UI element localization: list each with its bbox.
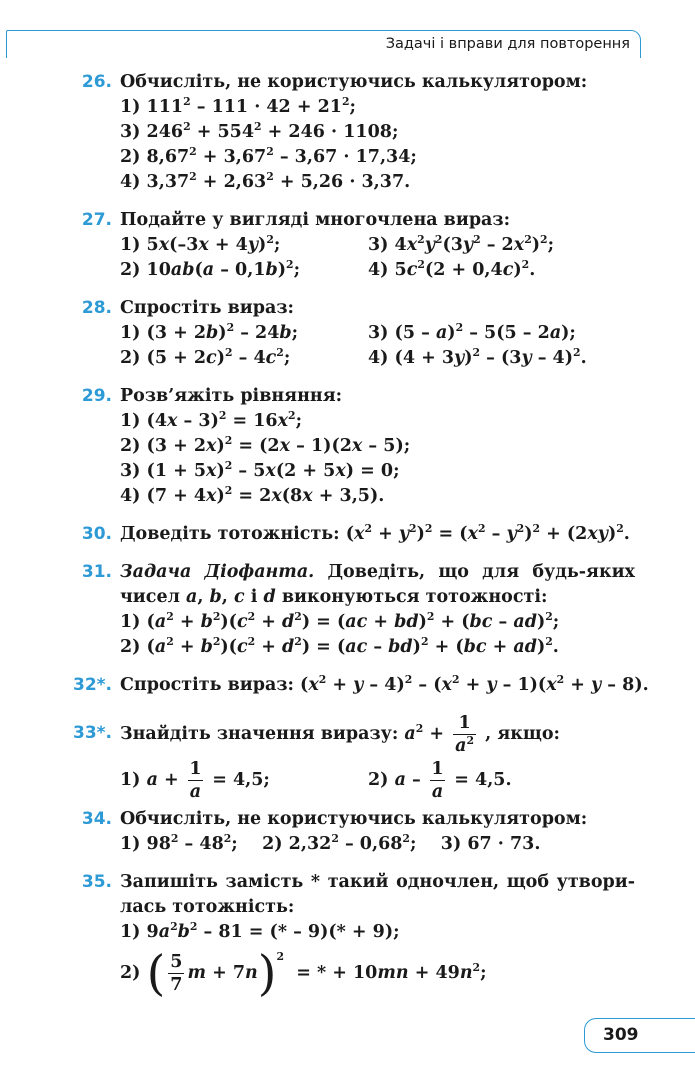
task-heading: Знайдіть значення виразу: — [120, 724, 399, 744]
task-item: 2) $(3 + 2x)^2 = (2x - 1)(2x - 5)$; — [120, 434, 411, 456]
task-33: 33*. Знайдіть значення виразу: $a^2$ + $\frac{1}{a^2}$ , якщо: 1) a + $\frac{1}{a}$ = 4,5; 2) a – $\frac{1}{a}$ = 4,5. — [0, 711, 695, 803]
task-32 — [0, 673, 695, 698]
task-heading-cont: чисел a, b, c і d виконуються тотожності: — [120, 587, 548, 607]
task-number: 31. — [81, 562, 112, 582]
task-item: 1) $(a^2 + b^2)(c^2 + d^2) = (ac + bd)^2 + (bc - ad)^2$; — [120, 610, 560, 632]
task-heading: Обчисліть, не користуючись калькулятором: — [120, 809, 588, 829]
task-item: 1) $(3 + 2b)^2 - 24b$; — [120, 321, 299, 343]
task-31 — [0, 560, 695, 660]
header-frame — [6, 30, 641, 58]
task-item: 4) $5c^2(2 + 0,4c)^2$. — [368, 258, 536, 280]
task-number: 30. — [81, 524, 112, 544]
task-heading: Спростіть вираз: — [120, 675, 294, 695]
task-number: 29. — [81, 386, 112, 406]
task-item: 2) $8,67^2 + 3,67^2 - 3,67 \cdot 17,34$; — [120, 145, 417, 167]
task-26 — [0, 70, 695, 195]
page-number: 309 — [603, 1025, 639, 1045]
task-27 — [0, 208, 695, 283]
task-30 — [0, 522, 695, 547]
task-item: 1) $5x(-3x + 4y)^2$; — [120, 233, 281, 255]
task-28 — [0, 296, 695, 371]
task-item: 4) $(7 + 4x)^2 = 2x(8x + 3,5)$. — [120, 484, 385, 506]
task-number: 32*. — [72, 675, 112, 695]
task-item: 1) $9a^2b^2 - 81$ = (* – 9)(* + 9); — [120, 920, 400, 942]
task-34 — [0, 807, 695, 857]
task-item: 4) $3,37^2 + 2,63^2 + 5,26 \cdot 3,37$. — [120, 170, 411, 192]
task-item: 4) $(4 + 3y)^2 - (3y - 4)^2$. — [368, 346, 587, 368]
task-number: 28. — [81, 298, 112, 318]
task-item: 1) $111^2 - 111 \cdot 42 + 21^2$; — [120, 95, 356, 117]
task-formula: $(x^2 + y - 4)^2 - (x^2 + y - 1)(x^2 + y - 8)$. — [300, 673, 649, 695]
task-item: 2) $(5 + 2c)^2 - 4c^2$; — [120, 346, 291, 368]
task-heading: Доведіть тотожність: — [120, 524, 340, 544]
page-number-box — [584, 1018, 695, 1053]
task-item: 2) $(a^2 + b^2)(c^2 + d^2) = (ac - bd)^2 + (bc + ad)^2$. — [120, 635, 559, 657]
task-item: 2) 10ab(a – 0,1b)$^2$; — [120, 258, 301, 280]
task-heading: Подайте у вигляді многочлена вираз: — [120, 210, 511, 230]
task-heading: Спростіть вираз: — [120, 298, 294, 318]
task-number: 27. — [81, 210, 112, 230]
task-formula: $(x^2 + y^2)^2 = (x^2 - y^2)^2 + (2xy)^2$. — [345, 522, 630, 544]
task-item: 1) $98^2 - 48^2$; 2) 2,32$^2$ – 0,68$^2$; 3) 67 · 73. — [120, 832, 541, 854]
task-item: 2) ( $\frac{5}{7}$ m + 7n)$^2$ = * + $10mn + 49n^2$; — [120, 945, 487, 1002]
task-formula: $a^2$ + $\frac{1}{a^2}$ — [404, 713, 475, 756]
task-item: 3) (5 – a)$^2$ – 5(5 – 2a); — [368, 321, 576, 343]
task-number: 35. — [81, 872, 112, 892]
task-number: 26. — [81, 72, 112, 92]
task-item: 3) $(1 + 5x)^2 - 5x(2 + 5x) = 0$; — [120, 459, 400, 481]
task-heading: Розв’яжіть рівняння: — [120, 386, 343, 406]
task-number: 34. — [81, 809, 112, 829]
task-heading: Задача Діофанта. Доведіть, що для будь-яких — [120, 562, 635, 582]
task-35 — [0, 870, 695, 1001]
task-heading-cont: лась тотожність: — [120, 897, 295, 917]
task-item: 1) a + $\frac{1}{a}$ = 4,5; — [120, 759, 270, 802]
task-heading: Запишіть замість * такий одночлен, щоб утвори- — [120, 872, 635, 892]
task-29 — [0, 384, 695, 509]
task-italic-title: Задача Діофанта. — [120, 562, 315, 582]
task-number: 33*. — [72, 723, 112, 743]
task-heading: Обчисліть, не користуючись калькулятором: — [120, 72, 588, 92]
task-item: 1) $(4x - 3)^2 = 16x^2$; — [120, 409, 303, 431]
section-title: Задачі і вправи для повторення — [385, 36, 630, 52]
task-item: 3) $4x^2y^2(3y^2 - 2x^2)^2$; — [368, 233, 555, 255]
task-item: 3) $246^2 + 554^2 + 246 \cdot 1108$; — [120, 120, 399, 142]
task-list — [0, 70, 695, 1014]
task-item: 2) a – $\frac{1}{a}$ = 4,5. — [368, 759, 512, 802]
